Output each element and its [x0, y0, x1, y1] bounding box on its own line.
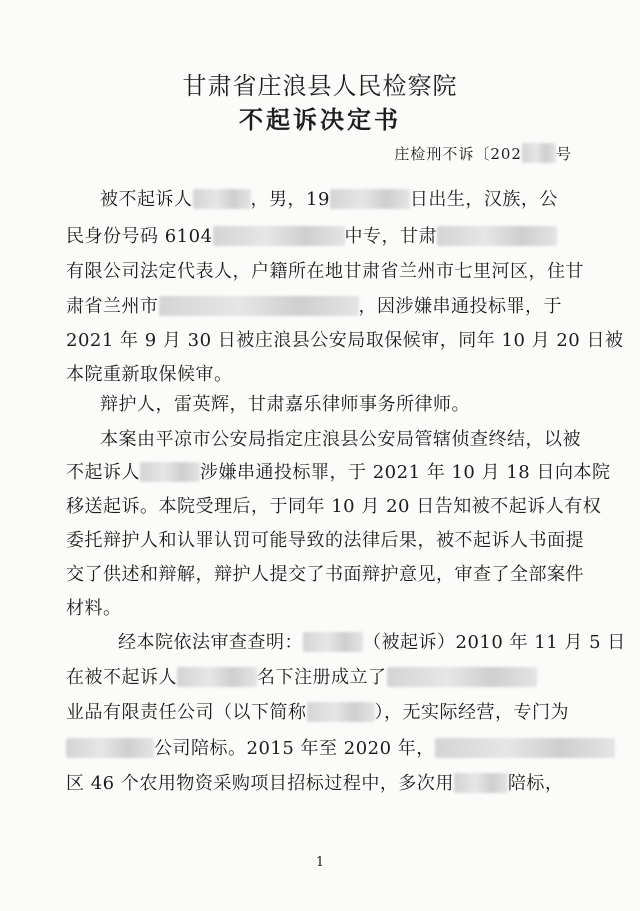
redaction — [437, 226, 557, 246]
body-line: 本院重新取保候审。 — [66, 364, 233, 385]
redaction — [435, 738, 615, 758]
body-line: 不起诉人 涉嫌串通投标罪，于 2021 年 10 月 18 日向本院 — [66, 462, 611, 483]
redaction — [140, 462, 200, 482]
body-line: 有限公司法定代表人，户籍所在地甘肃省兰州市七里河区，住甘 — [66, 261, 584, 282]
page-number: 1 — [315, 855, 325, 870]
body-line: 在被不起诉人 名下注册成立了 — [66, 663, 606, 689]
redaction — [66, 738, 154, 758]
body-line: 交了供述和辩解，辩护人提交了书面辩护意见，审查了全部案件 — [66, 564, 584, 585]
body-line: 被不起诉人 ，男，19 日出生，汉族，公 — [100, 189, 558, 210]
body-line: 委托辩护人和认罪认罚可能导致的法律后果，被不起诉人书面提 — [66, 530, 584, 551]
body-line: 区 46 个农用物资采购项目招标过程中，多次用 陪标， — [66, 773, 564, 794]
redaction — [193, 189, 251, 209]
redaction — [159, 296, 359, 316]
redaction — [454, 773, 508, 793]
redaction — [177, 667, 257, 687]
office-name: 甘肃省庄浪县人民检察院 — [182, 72, 458, 100]
document-title: 不起诉决定书 — [239, 106, 401, 134]
body-line: 经本院依法审查查明： （被起诉）2010 年 11 月 5 日 — [118, 632, 626, 653]
body-line: 肃省兰州市 ，因涉嫌串通投标罪，于 — [66, 296, 562, 317]
body-line: 辩护人，雷英辉，甘肃嘉乐律师事务所律师。 — [100, 394, 470, 415]
redaction — [522, 143, 556, 163]
body-line: 移送起诉。本院受理后，于同年 10 月 20 日告知被不起诉人有权 — [66, 496, 602, 517]
body-line: 业品有限责任公司（以下简称 ），无实际经营，专门为 — [66, 702, 569, 723]
body-line: 2021 年 9 月 30 日被庄浪县公安局取保候审，同年 10 月 20 日被 — [66, 330, 624, 351]
body-line: 民身份号码 6104 中专，甘肃 — [66, 222, 606, 248]
redaction — [330, 189, 410, 209]
redaction — [213, 226, 345, 246]
redaction — [307, 702, 375, 722]
body-line: 本案由平凉市公安局指定庄浪县公安局管辖侦查终结，以被 — [100, 429, 581, 450]
redaction — [387, 667, 537, 687]
document-number: 庄检刑不诉〔202 号 — [394, 145, 572, 163]
body-line: 材料。 — [66, 598, 122, 619]
redaction — [303, 632, 363, 652]
body-line: 公司陪标。2015 年至 2020 年， — [66, 734, 606, 760]
